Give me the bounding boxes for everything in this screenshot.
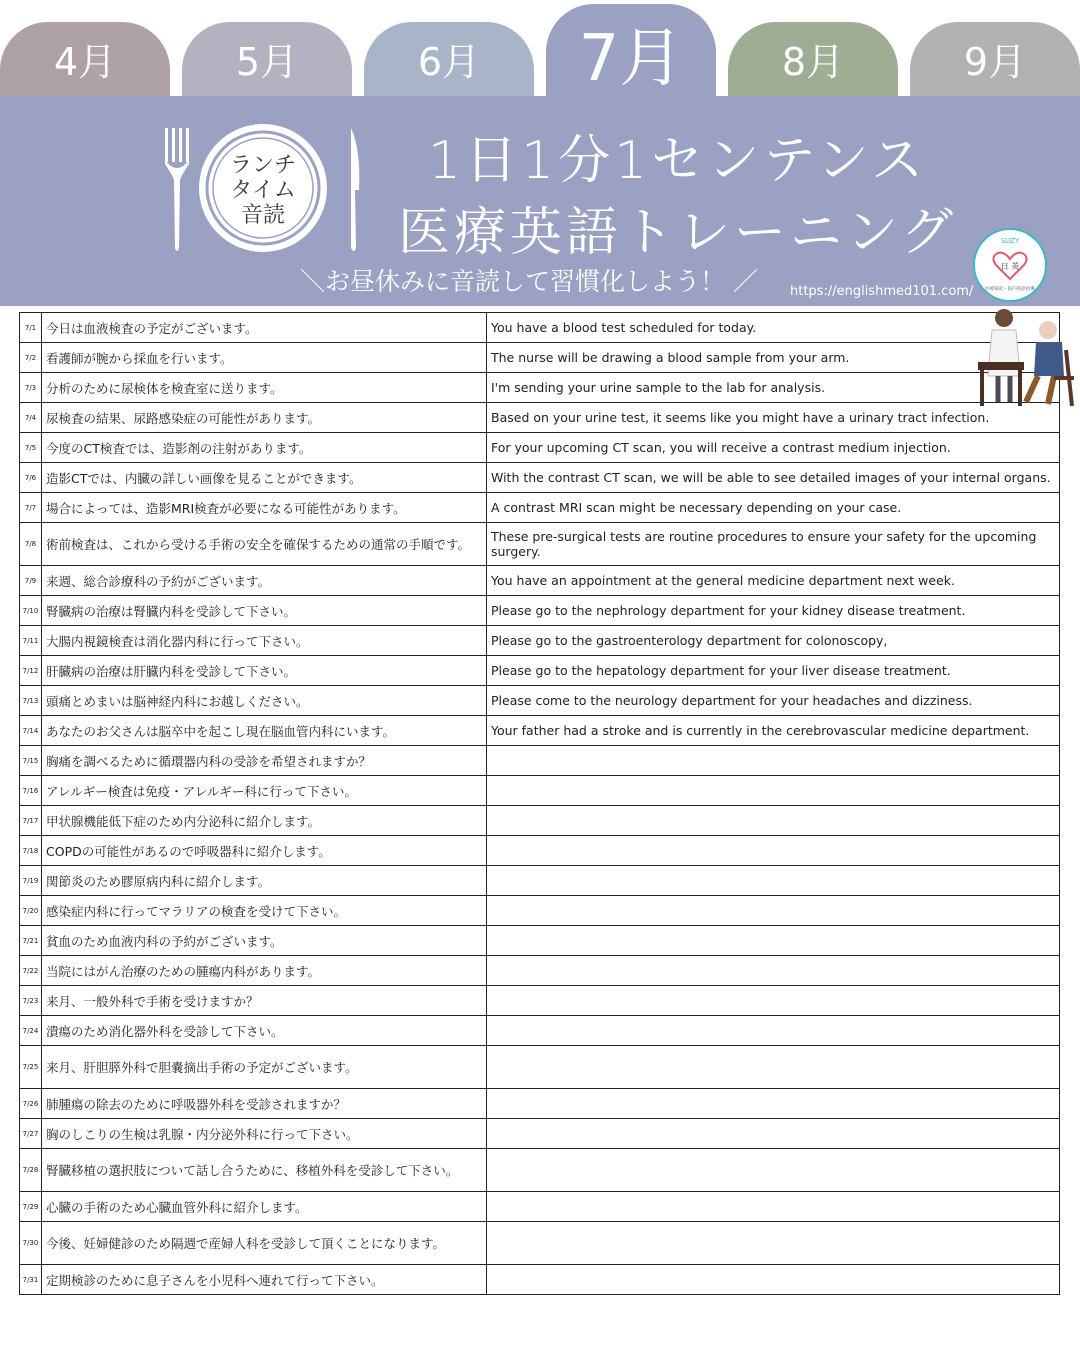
table-row — [20, 373, 1060, 403]
svg-text:日 英: 日 英 — [1000, 262, 1020, 271]
row-english-sentence: You have a blood test scheduled for today. — [487, 313, 1060, 343]
table-row — [20, 866, 1060, 896]
doctor-patient-illustration — [976, 306, 1080, 418]
row-japanese-sentence: 造影CTでは、内臓の詳しい画像を見ることができます。 — [42, 463, 487, 493]
tab-july[interactable]: 7月 — [546, 4, 716, 104]
row-japanese-sentence: 胸痛を調べるために循環器内科の受診を希望されますか？ — [42, 746, 487, 776]
table-row — [20, 1119, 1060, 1149]
row-date: 7/24 — [20, 1016, 42, 1046]
row-date: 7/27 — [20, 1119, 42, 1149]
row-japanese-sentence: 分析のために尿検体を検査室に送ります。 — [42, 373, 487, 403]
row-date: 7/14 — [20, 716, 42, 746]
row-japanese-sentence: 今後、妊婦健診のため隔週で産婦人科を受診して頂くことになります。 — [42, 1222, 487, 1265]
row-date: 7/7 — [20, 493, 42, 523]
row-english-sentence — [487, 986, 1060, 1016]
table-row — [20, 1016, 1060, 1046]
row-date: 7/16 — [20, 776, 42, 806]
table-row — [20, 626, 1060, 656]
row-date: 7/15 — [20, 746, 42, 776]
row-english-sentence: I'm sending your urine sample to the lab for analysis. — [487, 373, 1060, 403]
row-english-sentence — [487, 866, 1060, 896]
row-japanese-sentence: 当院にはがん治療のための腫瘍内科があります。 — [42, 956, 487, 986]
page-title-line-2: 医療英語トレーニング — [398, 203, 957, 263]
svg-text:SUZY: SUZY — [1000, 237, 1020, 245]
row-english-sentence: The nurse will be drawing a blood sample from your arm. — [487, 343, 1060, 373]
badge-line-1: ランチ — [229, 153, 297, 178]
table-row — [20, 313, 1060, 343]
row-date: 7/11 — [20, 626, 42, 656]
month-tabs — [0, 0, 1080, 100]
row-date: 7/10 — [20, 596, 42, 626]
row-english-sentence — [487, 1149, 1060, 1192]
row-date: 7/13 — [20, 686, 42, 716]
site-url[interactable]: https://englishmed101.com/ — [790, 284, 974, 299]
row-english-sentence — [487, 926, 1060, 956]
row-japanese-sentence: 定期検診のために息子さんを小児科へ連れて行って下さい。 — [42, 1265, 487, 1295]
row-english-sentence — [487, 776, 1060, 806]
row-english-sentence — [487, 956, 1060, 986]
table-row — [20, 1192, 1060, 1222]
row-japanese-sentence: 来月、肝胆膵外科で胆嚢摘出手術の予定がございます。 — [42, 1046, 487, 1089]
row-date: 7/22 — [20, 956, 42, 986]
row-japanese-sentence: 尿検査の結果、尿路感染症の可能性があります。 — [42, 403, 487, 433]
row-date: 7/9 — [20, 566, 42, 596]
tab-august[interactable]: 8月 — [728, 22, 898, 102]
row-english-sentence — [487, 896, 1060, 926]
table-row — [20, 566, 1060, 596]
table-row — [20, 776, 1060, 806]
row-date: 7/4 — [20, 403, 42, 433]
row-english-sentence: For your upcoming CT scan, you will receive a contrast medium injection. — [487, 433, 1060, 463]
row-date: 7/25 — [20, 1046, 42, 1089]
table-row — [20, 836, 1060, 866]
tab-september[interactable]: 9月 — [910, 22, 1080, 102]
row-japanese-sentence: 心臓の手術のため心臓血管外科に紹介します。 — [42, 1192, 487, 1222]
row-english-sentence: These pre-surgical tests are routine procedures to ensure your safety for the upcoming surgery. — [487, 523, 1060, 566]
row-japanese-sentence: 看護師が腕から採血を行います。 — [42, 343, 487, 373]
row-english-sentence — [487, 1222, 1060, 1265]
table-row — [20, 956, 1060, 986]
row-english-sentence: A contrast MRI scan might be necessary depending on your case. — [487, 493, 1060, 523]
row-japanese-sentence: 関節炎のため膠原病内科に紹介します。 — [42, 866, 487, 896]
row-japanese-sentence: 場合によっては、造影MRI検査が必要になる可能性があります。 — [42, 493, 487, 523]
svg-text:医療通訳・院内英語指導: 医療通訳・院内英語指導 — [985, 287, 1035, 292]
row-date: 7/18 — [20, 836, 42, 866]
row-japanese-sentence: 腎臓病の治療は腎臓内科を受診して下さい。 — [42, 596, 487, 626]
row-date: 7/26 — [20, 1089, 42, 1119]
row-japanese-sentence: あなたのお父さんは脳卒中を起こし現在脳血管内科にいます。 — [42, 716, 487, 746]
table-row — [20, 806, 1060, 836]
row-english-sentence — [487, 836, 1060, 866]
row-date: 7/29 — [20, 1192, 42, 1222]
row-japanese-sentence: 今日は血液検査の予定がございます。 — [42, 313, 487, 343]
row-date: 7/28 — [20, 1149, 42, 1192]
row-date: 7/17 — [20, 806, 42, 836]
row-japanese-sentence: 胸のしこりの生検は乳腺・内分泌外科に行って下さい。 — [42, 1119, 487, 1149]
row-english-sentence — [487, 1192, 1060, 1222]
table-row — [20, 1149, 1060, 1192]
table-row — [20, 716, 1060, 746]
row-english-sentence — [487, 746, 1060, 776]
badge-line-2: タイム — [230, 178, 296, 203]
sentence-table — [19, 312, 1060, 1295]
row-english-sentence — [487, 806, 1060, 836]
row-japanese-sentence: 感染症内科に行ってマラリアの検査を受けて下さい。 — [42, 896, 487, 926]
row-date: 7/21 — [20, 926, 42, 956]
subtitle: ＼お昼休みに音読して習慣化しよう！ ／ — [300, 267, 758, 296]
row-japanese-sentence: COPDの可能性があるので呼吸器科に紹介します。 — [42, 836, 487, 866]
table-row — [20, 896, 1060, 926]
table-row — [20, 746, 1060, 776]
table-row — [20, 596, 1060, 626]
table-row — [20, 403, 1060, 433]
row-date: 7/20 — [20, 896, 42, 926]
row-english-sentence — [487, 1119, 1060, 1149]
page-title-line-1: 1日1分1センテンス — [428, 131, 928, 191]
fork-icon — [165, 128, 189, 251]
row-english-sentence — [487, 1265, 1060, 1295]
row-english-sentence: Please go to the nephrology department for your kidney disease treatment. — [487, 596, 1060, 626]
row-japanese-sentence: 肝臓病の治療は肝臓内科を受診して下さい。 — [42, 656, 487, 686]
row-english-sentence — [487, 1046, 1060, 1089]
row-date: 7/2 — [20, 343, 42, 373]
row-english-sentence: Based on your urine test, it seems like you might have a urinary tract infection. — [487, 403, 1060, 433]
row-japanese-sentence: 腎臓移植の選択肢について話し合うために、移植外科を受診して下さい。 — [42, 1149, 487, 1192]
row-english-sentence: Please go to the hepatology department for your liver disease treatment. — [487, 656, 1060, 686]
knife-icon — [351, 128, 359, 251]
row-date: 7/30 — [20, 1222, 42, 1265]
row-date: 7/3 — [20, 373, 42, 403]
table-row — [20, 493, 1060, 523]
tab-april[interactable]: 4月 — [0, 22, 170, 102]
row-english-sentence: With the contrast CT scan, we will be able to see detailed images of your internal organs. — [487, 463, 1060, 493]
table-row — [20, 926, 1060, 956]
lunch-plate-graphic — [155, 120, 370, 255]
table-row — [20, 523, 1060, 566]
table-row — [20, 1265, 1060, 1295]
row-japanese-sentence: 甲状腺機能低下症のため内分泌科に紹介します。 — [42, 806, 487, 836]
tab-june[interactable]: 6月 — [364, 22, 534, 102]
table-row — [20, 656, 1060, 686]
suzy-logo — [972, 227, 1048, 303]
table-row — [20, 433, 1060, 463]
row-english-sentence: You have an appointment at the general medicine department next week. — [487, 566, 1060, 596]
table-row — [20, 1222, 1060, 1265]
table-row — [20, 463, 1060, 493]
sentence-rows — [20, 313, 1060, 1295]
row-date: 7/31 — [20, 1265, 42, 1295]
row-date: 7/1 — [20, 313, 42, 343]
row-date: 7/19 — [20, 866, 42, 896]
row-japanese-sentence: 頭痛とめまいは脳神経内科にお越しください。 — [42, 686, 487, 716]
row-japanese-sentence: 来週、総合診療科の予約がございます。 — [42, 566, 487, 596]
table-row — [20, 1089, 1060, 1119]
row-date: 7/5 — [20, 433, 42, 463]
tab-may[interactable]: 5月 — [182, 22, 352, 102]
row-japanese-sentence: アレルギー検査は免疫・アレルギー科に行って下さい。 — [42, 776, 487, 806]
row-english-sentence: Your father had a stroke and is currently in the cerebrovascular medicine department. — [487, 716, 1060, 746]
row-english-sentence — [487, 1089, 1060, 1119]
row-english-sentence: Please come to the neurology department for your headaches and dizziness. — [487, 686, 1060, 716]
table-row — [20, 986, 1060, 1016]
row-japanese-sentence: 来月、一般外科で手術を受けますか？ — [42, 986, 487, 1016]
row-date: 7/23 — [20, 986, 42, 1016]
table-row — [20, 1046, 1060, 1089]
row-date: 7/8 — [20, 523, 42, 566]
row-japanese-sentence: 術前検査は、これから受ける手術の安全を確保するための通常の手順です。 — [42, 523, 487, 566]
row-date: 7/6 — [20, 463, 42, 493]
row-japanese-sentence: 大腸内視鏡検査は消化器内科に行って下さい。 — [42, 626, 487, 656]
table-row — [20, 686, 1060, 716]
row-japanese-sentence: 肺腫瘍の除去のために呼吸器外科を受診されますか？ — [42, 1089, 487, 1119]
row-date: 7/12 — [20, 656, 42, 686]
row-japanese-sentence: 潰瘍のため消化器外科を受診して下さい。 — [42, 1016, 487, 1046]
badge-line-3: 音読 — [240, 203, 286, 228]
row-english-sentence — [487, 1016, 1060, 1046]
row-english-sentence: Please go to the gastroenterology department for colonoscopy, — [487, 626, 1060, 656]
table-row — [20, 343, 1060, 373]
row-japanese-sentence: 今度のCT検査では、造影剤の注射があります。 — [42, 433, 487, 463]
row-japanese-sentence: 貧血のため血液内科の予約がございます。 — [42, 926, 487, 956]
